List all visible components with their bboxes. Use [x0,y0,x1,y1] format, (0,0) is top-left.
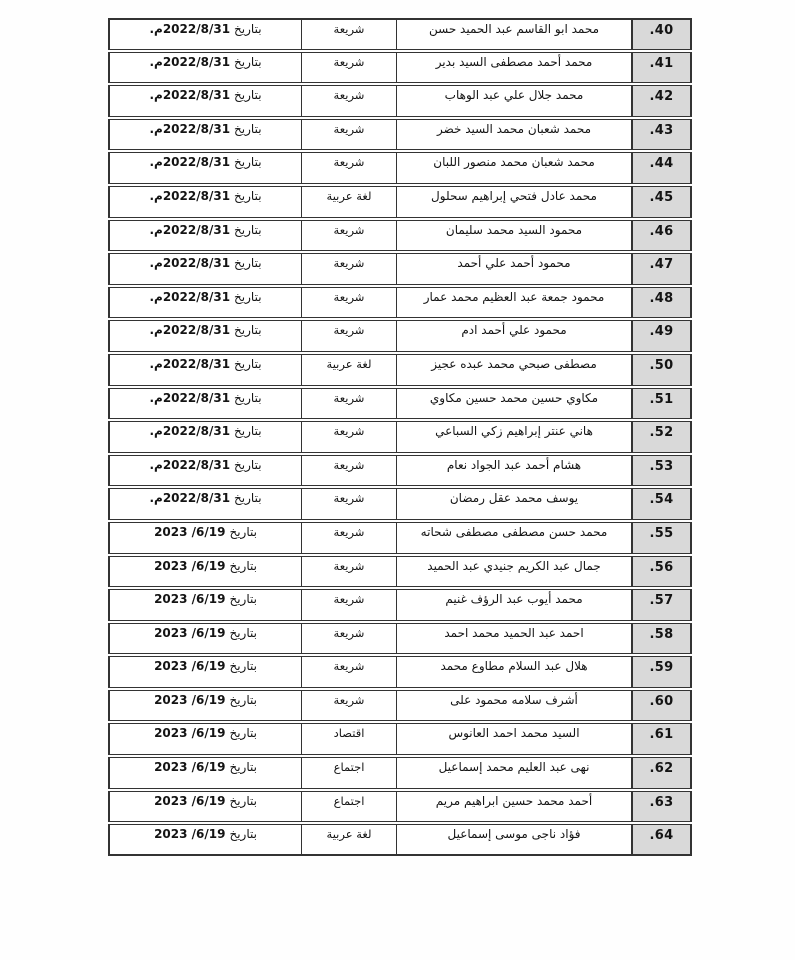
date-prefix: بتاريخ [234,54,262,69]
student-name-cell [397,321,632,351]
date-value: 2022/8/31م. [149,256,231,271]
date-cell [110,657,302,687]
subject-label: شريعة [333,54,365,69]
student-name-cell [397,557,632,587]
table-row [108,690,692,722]
subject-label: شريعة [333,323,365,338]
subject-label: لغة عربية [326,827,372,842]
row-number: .63 [649,794,674,810]
date-cell [110,20,302,49]
row-number-cell [632,489,690,519]
date-cell [110,624,302,654]
date-prefix: بتاريخ [229,659,257,674]
table-row [108,220,692,252]
subject-label: شريعة [333,256,365,271]
student-name: محمد أيوب عبد الرؤف غنيم [445,592,583,607]
row-number-cell [632,624,690,654]
date-value: 2023 /6/19 [154,827,226,842]
row-number-cell [632,86,690,116]
row-number-cell [632,758,690,788]
student-name: يوسف محمد عقل رمضان [449,491,579,506]
table-row [108,287,692,319]
subject-label: اقتصاد [333,726,365,741]
row-number: .58 [649,626,674,642]
subject-cell [302,590,397,620]
date-prefix: بتاريخ [229,827,257,842]
student-name-cell [397,523,632,553]
date-value: 2022/8/31م. [149,22,231,36]
subject-label: شريعة [333,22,365,36]
date-value: 2022/8/31م. [149,424,231,439]
student-name-cell [397,187,632,217]
date-value: 2022/8/31م. [149,457,231,472]
student-name-cell [397,86,632,116]
table-row [108,623,692,655]
student-name: نهى عبد العليم محمد إسماعيل [438,760,590,775]
date-prefix: بتاريخ [234,22,262,36]
row-number: .41 [649,55,674,71]
subject-cell [302,20,397,49]
row-number-cell [632,355,690,385]
student-name: جمال عبد الكريم جنيدي عبد الحميد [427,558,601,573]
student-name-cell [397,724,632,754]
subject-label: شريعة [333,558,365,573]
subject-label: شريعة [333,155,365,170]
student-name: مكاوي حسين محمد حسين مكاوي [429,390,599,405]
date-prefix: بتاريخ [234,256,262,271]
student-name: مصطفى صبحي محمد عبده عجيز [431,356,597,371]
row-number: .44 [649,156,674,172]
student-name: محمود السيد محمد سليمان [445,222,583,237]
date-cell [110,86,302,116]
table-row [108,791,692,823]
row-number-cell [632,389,690,419]
subject-label: شريعة [333,88,365,103]
subject-label: شريعة [333,457,365,472]
student-name-cell [397,792,632,822]
student-name: محمد أحمد مصطفى السيد بدير [435,54,593,69]
row-number-cell [632,691,690,721]
date-cell [110,355,302,385]
date-prefix: بتاريخ [234,121,262,136]
row-number: .55 [649,525,674,541]
row-number-cell [632,288,690,318]
row-number: .43 [649,122,674,138]
date-value: 2022/8/31م. [149,289,231,304]
row-number-cell [632,254,690,284]
student-name-cell [397,825,632,854]
subject-cell [302,758,397,788]
subject-cell [302,254,397,284]
date-prefix: بتاريخ [234,289,262,304]
student-name-cell [397,288,632,318]
date-cell [110,758,302,788]
row-number: .45 [649,189,674,205]
student-name-cell [397,254,632,284]
date-value: 2022/8/31م. [149,356,231,371]
date-cell [110,389,302,419]
student-name-cell [397,489,632,519]
subject-cell [302,557,397,587]
date-prefix: بتاريخ [229,592,257,607]
student-name: محمد ابو القاسم عبد الحميد حسن [428,22,600,36]
student-name-cell [397,590,632,620]
date-value: 2023 /6/19 [154,793,226,808]
subject-label: شريعة [333,121,365,136]
date-value: 2022/8/31م. [149,121,231,136]
student-name: هشام أحمد عبد الجواد نعام [446,457,582,472]
date-value: 2023 /6/19 [154,726,226,741]
date-value: 2023 /6/19 [154,592,226,607]
subject-cell [302,321,397,351]
row-number: .47 [649,257,674,273]
subject-label: لغة عربية [326,356,372,371]
date-prefix: بتاريخ [234,323,262,338]
row-number-cell [632,456,690,486]
subject-cell [302,53,397,83]
student-name-cell [397,120,632,150]
date-value: 2022/8/31م. [149,390,231,405]
row-number: .56 [649,559,674,575]
subject-label: شريعة [333,592,365,607]
subject-cell [302,389,397,419]
date-value: 2023 /6/19 [154,760,226,775]
subject-cell [302,86,397,116]
student-name: محمود علي أحمد ادم [461,323,567,338]
table-row [108,85,692,117]
date-cell [110,825,302,854]
row-number: .60 [649,693,674,709]
subject-cell [302,489,397,519]
date-value: 2023 /6/19 [154,524,226,539]
subject-label: شريعة [333,491,365,506]
row-number-cell [632,221,690,251]
date-value: 2022/8/31م. [149,54,231,69]
table-row [108,253,692,285]
row-number-cell [632,422,690,452]
table-row [108,488,692,520]
date-cell [110,523,302,553]
date-cell [110,691,302,721]
student-name: فؤاد ناجى موسى إسماعيل [447,827,581,842]
row-number: .62 [649,761,674,777]
student-name: السيد محمد احمد العانوس [448,726,580,741]
subject-cell [302,153,397,183]
row-number: .51 [649,391,674,407]
student-name-cell [397,456,632,486]
subject-cell [302,624,397,654]
date-prefix: بتاريخ [234,390,262,405]
table-row [108,119,692,151]
date-prefix: بتاريخ [234,222,262,237]
subject-label: لغة عربية [326,188,372,203]
table-row [108,52,692,84]
student-name-cell [397,624,632,654]
subject-label: شريعة [333,424,365,439]
date-prefix: بتاريخ [229,692,257,707]
student-name: محمد شعبان محمد منصور اللبان [433,155,595,170]
table-row [108,18,692,50]
student-name-cell [397,758,632,788]
table-row [108,388,692,420]
subject-cell [302,825,397,854]
subject-cell [302,288,397,318]
table-row [108,656,692,688]
date-cell [110,120,302,150]
date-value: 2023 /6/19 [154,659,226,674]
date-value: 2023 /6/19 [154,625,226,640]
subject-cell [302,657,397,687]
student-name: هلال عبد السلام مطاوع محمد [440,659,588,674]
row-number-cell [632,523,690,553]
student-name-cell [397,153,632,183]
student-name: محمود جمعة عبد العظيم محمد عمار [423,289,605,304]
table-row [108,186,692,218]
date-cell [110,590,302,620]
student-name: محمد عادل فتحي إبراهيم سحلول [431,188,597,203]
subject-label: شريعة [333,289,365,304]
subject-cell [302,456,397,486]
student-name-cell [397,691,632,721]
table-row [108,589,692,621]
table-row [108,354,692,386]
table-row [108,421,692,453]
date-prefix: بتاريخ [234,188,262,203]
date-value: 2022/8/31م. [149,188,231,203]
students-table [108,18,692,856]
student-name-cell [397,53,632,83]
row-number: .64 [649,828,674,844]
row-number-cell [632,20,690,49]
row-number: .53 [649,458,674,474]
date-cell [110,321,302,351]
subject-cell [302,691,397,721]
date-cell [110,153,302,183]
date-value: 2022/8/31م. [149,323,231,338]
date-prefix: بتاريخ [234,88,262,103]
table-row [108,556,692,588]
row-number-cell [632,825,690,854]
date-prefix: بتاريخ [229,625,257,640]
student-name: محمود أحمد علي أحمد [457,256,571,271]
date-prefix: بتاريخ [229,558,257,573]
student-name-cell [397,657,632,687]
table-row [108,320,692,352]
table-row [108,152,692,184]
student-name: احمد عبد الحميد محمد احمد [444,625,584,640]
row-number-cell [632,557,690,587]
student-name: محمد جلال علي عبد الوهاب [444,88,584,103]
date-cell [110,288,302,318]
date-prefix: بتاريخ [234,457,262,472]
student-name: أشرف سلامه محمود على [450,692,578,707]
row-number-cell [632,120,690,150]
date-cell [110,557,302,587]
row-number: .46 [649,223,674,239]
row-number: .54 [649,492,674,508]
row-number: .42 [649,89,674,105]
subject-cell [302,792,397,822]
date-value: 2022/8/31م. [149,491,231,506]
date-value: 2022/8/31م. [149,88,231,103]
table-row [108,757,692,789]
subject-label: شريعة [333,692,365,707]
date-value: 2023 /6/19 [154,692,226,707]
subject-label: شريعة [333,625,365,640]
row-number-cell [632,657,690,687]
student-name-cell [397,221,632,251]
table-row [108,522,692,554]
student-name-cell [397,20,632,49]
subject-label: اجتماع [333,760,365,775]
row-number: .59 [649,660,674,676]
date-cell [110,221,302,251]
subject-label: شريعة [333,524,365,539]
date-cell [110,489,302,519]
date-value: 2023 /6/19 [154,558,226,573]
date-cell [110,724,302,754]
date-prefix: بتاريخ [229,793,257,808]
date-cell [110,792,302,822]
row-number: .40 [649,23,674,38]
date-value: 2022/8/31م. [149,222,231,237]
row-number: .50 [649,357,674,373]
row-number-cell [632,187,690,217]
date-prefix: بتاريخ [234,356,262,371]
table-row [108,723,692,755]
row-number-cell [632,321,690,351]
student-name: محمد شعبان محمد السيد خضر [436,121,592,136]
subject-label: شريعة [333,222,365,237]
date-cell [110,254,302,284]
student-name: هاني عنتر إبراهيم زكي السباعي [435,424,593,439]
row-number-cell [632,590,690,620]
subject-cell [302,355,397,385]
date-prefix: بتاريخ [229,726,257,741]
row-number: .57 [649,593,674,609]
student-name-cell [397,422,632,452]
date-cell [110,422,302,452]
subject-label: اجتماع [333,793,365,808]
subject-cell [302,724,397,754]
row-number: .52 [649,425,674,441]
date-prefix: بتاريخ [234,424,262,439]
row-number-cell [632,724,690,754]
date-cell [110,187,302,217]
student-name-cell [397,355,632,385]
table-row [108,824,692,856]
subject-cell [302,422,397,452]
student-name: أحمد محمد حسين ابراهيم مريم [435,793,593,808]
date-prefix: بتاريخ [234,491,262,506]
date-cell [110,456,302,486]
row-number-cell [632,792,690,822]
subject-label: شريعة [333,390,365,405]
subject-cell [302,221,397,251]
date-prefix: بتاريخ [234,155,262,170]
student-name: محمد حسن مصطفى مصطفى شحاته [420,524,608,539]
row-number: .61 [649,727,674,743]
subject-cell [302,523,397,553]
date-prefix: بتاريخ [229,760,257,775]
table-row [108,455,692,487]
row-number: .49 [649,324,674,340]
date-prefix: بتاريخ [229,524,257,539]
subject-cell [302,187,397,217]
row-number-cell [632,53,690,83]
subject-label: شريعة [333,659,365,674]
row-number: .48 [649,290,674,306]
student-name-cell [397,389,632,419]
subject-cell [302,120,397,150]
date-value: 2022/8/31م. [149,155,231,170]
row-number-cell [632,153,690,183]
date-cell [110,53,302,83]
